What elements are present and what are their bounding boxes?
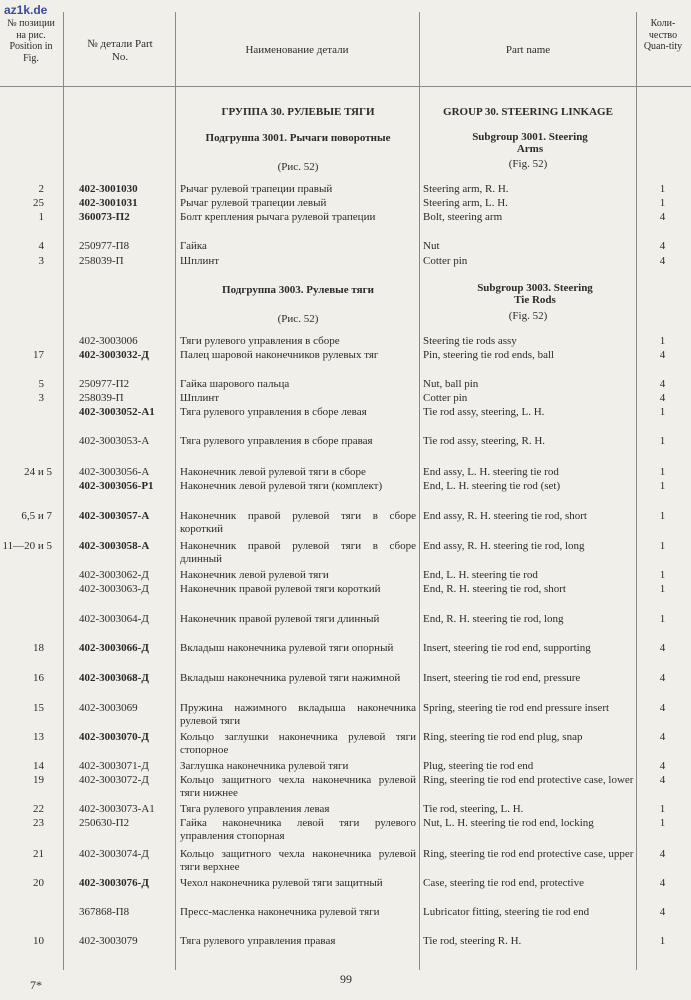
row-quantity: 1	[659, 569, 666, 581]
subgroup1-fig-ru: (Рис. 52)	[277, 161, 319, 173]
row-name-en: Tie rod assy, steering, L. H.	[423, 406, 545, 418]
row-name-en: Nut, L. H. steering tie rod end, locking	[423, 817, 594, 829]
row-quantity: 1	[659, 197, 666, 209]
row-quantity: 1	[659, 335, 666, 347]
row-position: 11—20 и 5	[2, 540, 52, 552]
row-name-ru: Чехол наконечника рулевой тяги защитный	[180, 877, 383, 889]
header-divider	[0, 86, 691, 87]
row-part-number: 402-3001030	[79, 183, 138, 195]
row-position: 4	[38, 240, 44, 252]
row-quantity: 1	[659, 406, 666, 418]
header-name-ru: Наименование детали	[245, 44, 349, 56]
row-name-ru: Пружина нажимного вкладыша наконечника рулевой тяги	[180, 702, 416, 727]
row-part-number: 258039-П	[79, 255, 124, 267]
row-name-ru: Гайка шарового пальца	[180, 378, 290, 390]
row-name-ru: Палец шаровой наконечников рулевых тяг	[180, 349, 379, 361]
row-name-en: Insert, steering tie rod end, supporting	[423, 642, 591, 654]
row-part-number: 402-3003057-А	[79, 510, 150, 522]
row-name-en: Case, steering tie rod end, protective	[423, 877, 584, 889]
row-position: 3	[38, 255, 44, 267]
row-quantity: 1	[659, 935, 666, 947]
row-part-number: 402-3003064-Д	[79, 613, 149, 625]
row-name-en: Cotter pin	[423, 255, 468, 267]
row-part-number: 402-3003052-А1	[79, 406, 155, 418]
row-part-number: 402-3003072-Д	[79, 774, 149, 786]
row-name-en: Insert, steering tie rod end, pressure	[423, 672, 581, 684]
row-position: 21	[33, 848, 44, 860]
row-name-en: Spring, steering tie rod end pressure insert	[423, 702, 610, 714]
row-part-number: 402-3001031	[79, 197, 138, 209]
row-name-en: End, R. H. steering tie rod, short	[423, 583, 566, 595]
row-name-ru: Тяга рулевого управления в сборе левая	[180, 406, 367, 418]
row-name-ru: Наконечник правой рулевой тяги в сборе длинный	[180, 540, 416, 565]
row-position: 6,5 и 7	[21, 510, 52, 522]
row-name-en: End, L. H. steering tie rod	[423, 569, 538, 581]
row-part-number: 402-3003071-Д	[79, 760, 149, 772]
row-name-ru: Шплинт	[180, 255, 220, 267]
row-name-en: Plug, steering tie rod end	[423, 760, 534, 772]
header-name-en: Part name	[505, 44, 551, 56]
subgroup1-en: Subgroup 3001. Steering Arms	[472, 131, 588, 155]
row-position: 10	[33, 935, 44, 947]
row-position: 20	[33, 877, 44, 889]
row-quantity: 4	[659, 672, 666, 684]
row-quantity: 4	[659, 255, 666, 267]
row-part-number: 402-3003032-Д	[79, 349, 149, 361]
row-name-ru: Кольцо защитного чехла наконечника рулевой тяги верхнее	[180, 848, 416, 873]
row-name-en: End assy, L. H. steering tie rod	[423, 466, 559, 478]
row-position: 16	[33, 672, 44, 684]
row-name-ru: Вкладыш наконечника рулевой тяги опорный	[180, 642, 394, 654]
row-name-ru: Заглушка наконечника рулевой тяги	[180, 760, 349, 772]
row-position: 1	[38, 211, 44, 223]
row-name-en: Cotter pin	[423, 392, 468, 404]
row-name-ru: Пресс-масленка наконечника рулевой тяги	[180, 906, 380, 918]
row-part-number: 402-3003066-Д	[79, 642, 149, 654]
row-name-en: Tie rod, steering, L. H.	[423, 803, 524, 815]
row-name-en: Steering tie rods assy	[423, 335, 517, 347]
row-quantity: 1	[659, 183, 666, 195]
row-part-number: 402-3003073-А1	[79, 803, 155, 815]
subgroup2-fig-en: (Fig. 52)	[508, 310, 548, 322]
row-part-number: 402-3003062-Д	[79, 569, 149, 581]
row-name-ru: Гайка наконечника левой тяги рулевого управления стопорная	[180, 817, 416, 842]
row-name-en: Steering arm, L. H.	[423, 197, 508, 209]
row-part-number: 402-3003056-А	[79, 466, 150, 478]
row-position: 25	[33, 197, 44, 209]
row-part-number: 402-3003079	[79, 935, 138, 947]
row-part-number: 402-3003056-Р1	[79, 480, 154, 492]
row-quantity: 4	[659, 349, 666, 361]
row-name-ru: Тяга рулевого управления правая	[180, 935, 336, 947]
row-quantity: 4	[659, 877, 666, 889]
row-name-en: Lubricator fitting, steering tie rod end	[423, 906, 590, 918]
row-part-number: 250630-П2	[79, 817, 130, 829]
row-name-en: End, L. H. steering tie rod (set)	[423, 480, 561, 492]
row-name-en: Steering arm, R. H.	[423, 183, 509, 195]
row-quantity: 1	[659, 480, 666, 492]
row-name-ru: Наконечник левой рулевой тяги (комплект)	[180, 480, 383, 492]
row-position: 15	[33, 702, 44, 714]
row-position: 24 и 5	[24, 466, 52, 478]
header-part-no: № детали Part No.	[87, 38, 153, 63]
row-quantity: 4	[659, 731, 666, 743]
subgroup2-en: Subgroup 3003. Steering Tie Rods	[477, 282, 593, 306]
subgroup2-fig-ru: (Рис. 52)	[277, 313, 319, 325]
row-part-number: 402-3003006	[79, 335, 138, 347]
row-part-number: 402-3003076-Д	[79, 877, 149, 889]
header-qty: Коли-чество Quan-tity	[643, 18, 683, 52]
row-part-number: 402-3003068-Д	[79, 672, 149, 684]
row-name-en: Nut	[423, 240, 440, 252]
row-name-en: Ring, steering tie rod end protective case, upper	[423, 848, 634, 860]
row-position: 5	[38, 378, 44, 390]
row-part-number: 258039-П	[79, 392, 124, 404]
row-position: 23	[33, 817, 44, 829]
row-name-ru: Наконечник левой рулевой тяги в сборе	[180, 466, 366, 478]
row-name-en: Bolt, steering arm	[423, 211, 503, 223]
row-quantity: 4	[659, 211, 666, 223]
row-position: 19	[33, 774, 44, 786]
row-name-en: Pin, steering tie rod ends, ball	[423, 349, 555, 361]
row-name-ru: Гайка	[180, 240, 207, 252]
row-name-ru: Тяга рулевого управления левая	[180, 803, 330, 815]
row-quantity: 1	[659, 510, 666, 522]
row-part-number: 402-3003074-Д	[79, 848, 149, 860]
row-quantity: 4	[659, 642, 666, 654]
row-quantity: 1	[659, 613, 666, 625]
row-quantity: 4	[659, 702, 666, 714]
row-part-number: 402-3003069	[79, 702, 138, 714]
row-name-en: End assy, R. H. steering tie rod, long	[423, 540, 585, 552]
row-name-en: Tie rod, steering R. H.	[423, 935, 522, 947]
row-quantity: 4	[659, 240, 666, 252]
row-name-en: End, R. H. steering tie rod, long	[423, 613, 564, 625]
row-quantity: 1	[659, 435, 666, 447]
subgroup1-fig-en: (Fig. 52)	[508, 158, 548, 170]
row-name-en: Nut, ball pin	[423, 378, 479, 390]
row-position: 22	[33, 803, 44, 815]
row-position: 2	[38, 183, 44, 195]
row-part-number: 402-3003053-А	[79, 435, 150, 447]
row-name-en: Ring, steering tie rod end plug, snap	[423, 731, 583, 743]
header-pos: № позиции на рис. Position in Fig.	[7, 18, 55, 64]
column-divider	[419, 12, 420, 970]
row-part-number: 250977-П2	[79, 378, 130, 390]
subgroup2-ru: Подгруппа 3003. Рулевые тяги	[222, 284, 374, 296]
row-name-ru: Тяга рулевого управления в сборе правая	[180, 435, 373, 447]
row-quantity: 4	[659, 906, 666, 918]
row-name-ru: Наконечник правой рулевой тяги короткий	[180, 583, 381, 595]
column-divider	[63, 12, 64, 970]
row-quantity: 4	[659, 760, 666, 772]
row-name-ru: Кольцо заглушки наконечника рулевой тяги стопорное	[180, 731, 416, 756]
footer-mark: 7*	[30, 978, 42, 992]
row-position: 18	[33, 642, 44, 654]
subgroup1-ru: Подгруппа 3001. Рычаги поворотные	[205, 132, 391, 144]
row-name-ru: Наконечник правой рулевой тяги в сборе короткий	[180, 510, 416, 535]
row-part-number: 402-3003063-Д	[79, 583, 149, 595]
row-name-ru: Наконечник правой рулевой тяги длинный	[180, 613, 380, 625]
row-name-ru: Рычаг рулевой трапеции левый	[180, 197, 327, 209]
row-name-ru: Шплинт	[180, 392, 220, 404]
watermark: az1k.de	[4, 3, 48, 17]
row-part-number: 402-3003070-Д	[79, 731, 149, 743]
page-number: 99	[340, 972, 352, 986]
row-part-number: 360073-П2	[79, 211, 130, 223]
row-position: 17	[33, 349, 44, 361]
row-quantity: 1	[659, 540, 666, 552]
row-name-ru: Кольцо защитного чехла наконечника рулевой тяги нижнее	[180, 774, 416, 799]
row-name-ru: Тяги рулевого управления в сборе	[180, 335, 340, 347]
row-name-ru: Вкладыш наконечника рулевой тяги нажимной	[180, 672, 401, 684]
row-quantity: 1	[659, 803, 666, 815]
row-part-number: 367868-П8	[79, 906, 130, 918]
row-name-en: End assy, R. H. steering tie rod, short	[423, 510, 587, 522]
row-name-ru: Болт крепления рычага рулевой трапеции	[180, 211, 376, 223]
row-part-number: 250977-П8	[79, 240, 130, 252]
row-quantity: 4	[659, 774, 666, 786]
group-title-en: GROUP 30. STEERING LINKAGE	[443, 106, 613, 118]
row-position: 14	[33, 760, 44, 772]
row-name-ru: Наконечник левой рулевой тяги	[180, 569, 329, 581]
row-name-en: Tie rod assy, steering, R. H.	[423, 435, 546, 447]
row-quantity: 4	[659, 848, 666, 860]
row-part-number: 402-3003058-А	[79, 540, 150, 552]
row-name-en: Ring, steering tie rod end protective case, lower	[423, 774, 634, 786]
row-quantity: 1	[659, 466, 666, 478]
row-quantity: 4	[659, 392, 666, 404]
row-quantity: 1	[659, 583, 666, 595]
group-title-ru: ГРУППА 30. РУЛЕВЫЕ ТЯГИ	[221, 106, 375, 118]
column-divider	[636, 12, 637, 970]
row-quantity: 4	[659, 378, 666, 390]
row-position: 3	[38, 392, 44, 404]
row-name-ru: Рычаг рулевой трапеции правый	[180, 183, 333, 195]
row-quantity: 1	[659, 817, 666, 829]
row-position: 13	[33, 731, 44, 743]
